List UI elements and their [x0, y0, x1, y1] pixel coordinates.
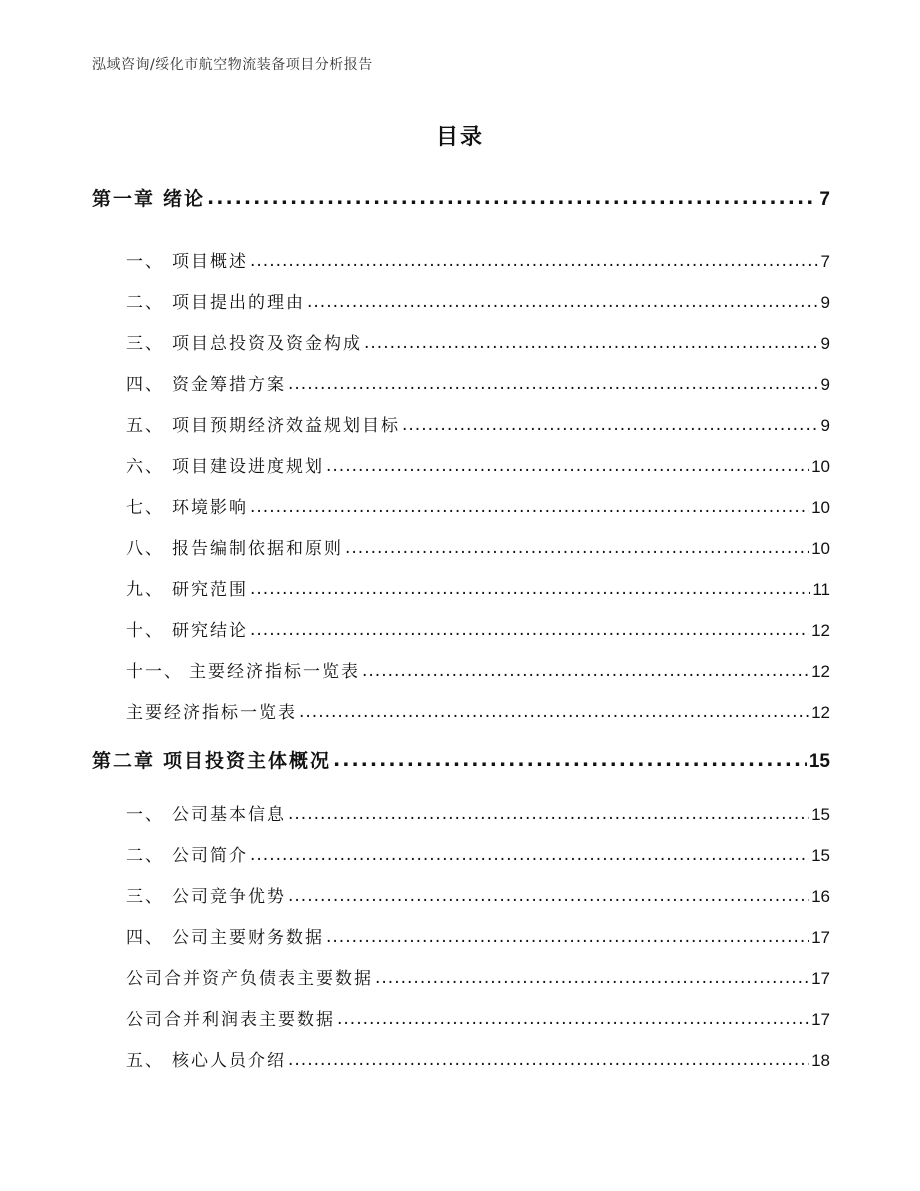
toc-entry-title: 公司主要财务数据 [172, 928, 324, 948]
dot-leader [364, 333, 819, 353]
toc-entry-number: 第二章 [92, 750, 156, 772]
toc-entry-page: 9 [820, 375, 830, 394]
toc-entry-page: 9 [820, 416, 830, 435]
toc-entry-label [126, 698, 297, 723]
toc-entry-title: 项目建设进度规划 [172, 457, 324, 477]
toc-entry-label [126, 370, 286, 395]
toc-entry-number: 八、 [126, 539, 164, 559]
toc-entry-page: 9 [820, 293, 830, 312]
toc-entry-page: 11 [812, 580, 830, 599]
dot-leader [337, 1009, 809, 1029]
dot-leader [326, 927, 809, 947]
toc-entry-title: 公司基本信息 [172, 805, 286, 825]
toc-entry-page: 18 [811, 1051, 830, 1070]
toc-entry-table[interactable] [126, 698, 830, 723]
toc-entry-title: 环境影响 [172, 498, 248, 518]
toc-entry-page: 17 [811, 969, 830, 988]
dot-leader [207, 187, 817, 209]
toc-entry-section[interactable] [126, 493, 830, 518]
toc-entry-label [126, 1005, 335, 1030]
toc-entry-label [126, 657, 360, 682]
toc-entry-label [126, 800, 286, 825]
toc-entry-page: 12 [811, 621, 830, 640]
toc-entry-section[interactable] [126, 329, 830, 354]
toc-entry-number: 二、 [126, 846, 164, 866]
toc-entry-label [126, 575, 248, 600]
toc-entry-label [126, 616, 248, 641]
toc-entry-section[interactable] [126, 841, 830, 866]
toc-entry-section[interactable] [126, 800, 830, 825]
dot-leader [375, 968, 809, 988]
dot-leader [307, 292, 819, 312]
toc-entry-title: 公司竞争优势 [172, 887, 286, 907]
toc-entry-title: 项目预期经济效益规划目标 [172, 416, 400, 436]
toc-entry-number: 九、 [126, 580, 164, 600]
toc-entry-number: 五、 [126, 416, 164, 436]
toc-entry-number: 二、 [126, 293, 164, 313]
toc-entry-number: 一、 [126, 252, 164, 272]
toc-entry-number: 十一、 [126, 662, 183, 682]
toc-entry-page: 12 [811, 703, 830, 722]
dot-leader [288, 374, 819, 394]
toc-entry-number: 五、 [126, 1051, 164, 1071]
toc-entry-section[interactable] [126, 657, 830, 682]
dot-leader [288, 1050, 809, 1070]
toc-entry-section[interactable] [126, 247, 830, 272]
toc-entry-section[interactable] [126, 1046, 830, 1071]
toc-entry-number: 第一章 [92, 188, 156, 210]
dot-leader [288, 804, 809, 824]
toc-entry-label [126, 452, 324, 477]
toc-entry-label [126, 411, 400, 436]
toc-entry-section[interactable] [126, 370, 830, 395]
toc-entry-section[interactable] [126, 882, 830, 907]
toc-entry-number: 七、 [126, 498, 164, 518]
dot-leader [299, 702, 809, 722]
toc-entry-number: 四、 [126, 375, 164, 395]
toc-entry-title: 核心人员介绍 [172, 1051, 286, 1071]
running-header: 泓域咨询/绥化市航空物流装备项目分析报告 [92, 57, 373, 73]
toc-entry-number: 四、 [126, 928, 164, 948]
toc-entry-title: 资金筹措方案 [172, 375, 286, 395]
toc-entry-page: 7 [819, 189, 830, 210]
toc-entry-label [126, 493, 248, 518]
toc-entry-title: 报告编制依据和原则 [172, 539, 343, 559]
toc-entry-label [126, 534, 343, 559]
toc-entry-page: 17 [811, 1010, 830, 1029]
toc-entry-title: 公司合并利润表主要数据 [126, 1010, 335, 1030]
toc-entry-label [126, 882, 286, 907]
toc-entry-label [126, 841, 248, 866]
toc-entry-number: 十、 [126, 621, 164, 641]
toc-entry-title: 项目投资主体概况 [163, 750, 332, 772]
toc-entry-section[interactable] [126, 288, 830, 313]
toc-entry-title: 项目提出的理由 [172, 293, 305, 313]
toc-title: 目录 [435, 125, 484, 150]
dot-leader [362, 661, 809, 681]
toc-entry-title: 主要经济指标一览表 [189, 662, 360, 682]
toc-entry-label [126, 247, 248, 272]
toc-entry-label [92, 184, 205, 211]
toc-entry-page: 10 [811, 498, 830, 517]
toc-entry-title: 项目概述 [172, 252, 248, 272]
toc-entry-title: 公司合并资产负债表主要数据 [126, 969, 373, 989]
toc-entry-title: 研究范围 [172, 580, 248, 600]
toc-entry-number: 三、 [126, 334, 164, 354]
dot-leader [333, 749, 807, 771]
toc-entry-page: 15 [811, 846, 830, 865]
toc-entry-page: 9 [820, 334, 830, 353]
toc-entry-label [126, 923, 324, 948]
toc-entry-chapter-2[interactable] [92, 746, 830, 773]
toc-entry-page: 15 [808, 751, 830, 772]
toc-entry-title: 绪论 [163, 188, 206, 210]
dot-leader [250, 845, 809, 865]
toc-entry-label [126, 964, 373, 989]
dot-leader [250, 620, 809, 640]
toc-entry-page: 17 [811, 928, 830, 947]
toc-entry-title: 项目总投资及资金构成 [172, 334, 362, 354]
toc-entry-label [126, 1046, 286, 1071]
toc-entry-section[interactable] [126, 616, 830, 641]
toc-entry-page: 15 [811, 805, 830, 824]
dot-leader [402, 415, 819, 435]
toc-entry-page: 10 [811, 457, 830, 476]
toc-entry-title: 主要经济指标一览表 [126, 703, 297, 723]
dot-leader [326, 456, 809, 476]
toc-entry-title: 研究结论 [172, 621, 248, 641]
toc-entry-page: 12 [811, 662, 830, 681]
toc-entry-section[interactable] [126, 575, 830, 600]
toc-entry-table[interactable] [126, 1005, 830, 1030]
toc-entry-page: 7 [820, 252, 830, 271]
toc-entry-section[interactable] [126, 534, 830, 559]
toc-entry-label [126, 329, 362, 354]
dot-leader [250, 497, 809, 517]
toc-entry-number: 三、 [126, 887, 164, 907]
dot-leader [250, 251, 819, 271]
dot-leader [250, 579, 810, 599]
toc-entry-section[interactable] [126, 411, 830, 436]
toc-entry-number: 一、 [126, 805, 164, 825]
toc-entry-label [92, 746, 331, 773]
toc-entry-page: 16 [811, 887, 830, 906]
toc-entry-chapter-1[interactable] [92, 184, 830, 211]
toc-entry-title: 公司简介 [172, 846, 248, 866]
dot-leader [345, 538, 809, 558]
toc-entry-section[interactable] [126, 452, 830, 477]
toc-entry-table[interactable] [126, 964, 830, 989]
dot-leader [288, 886, 809, 906]
toc-entry-label [126, 288, 305, 313]
toc-entry-section[interactable] [126, 923, 830, 948]
toc-entry-number: 六、 [126, 457, 164, 477]
toc-entry-page: 10 [811, 539, 830, 558]
